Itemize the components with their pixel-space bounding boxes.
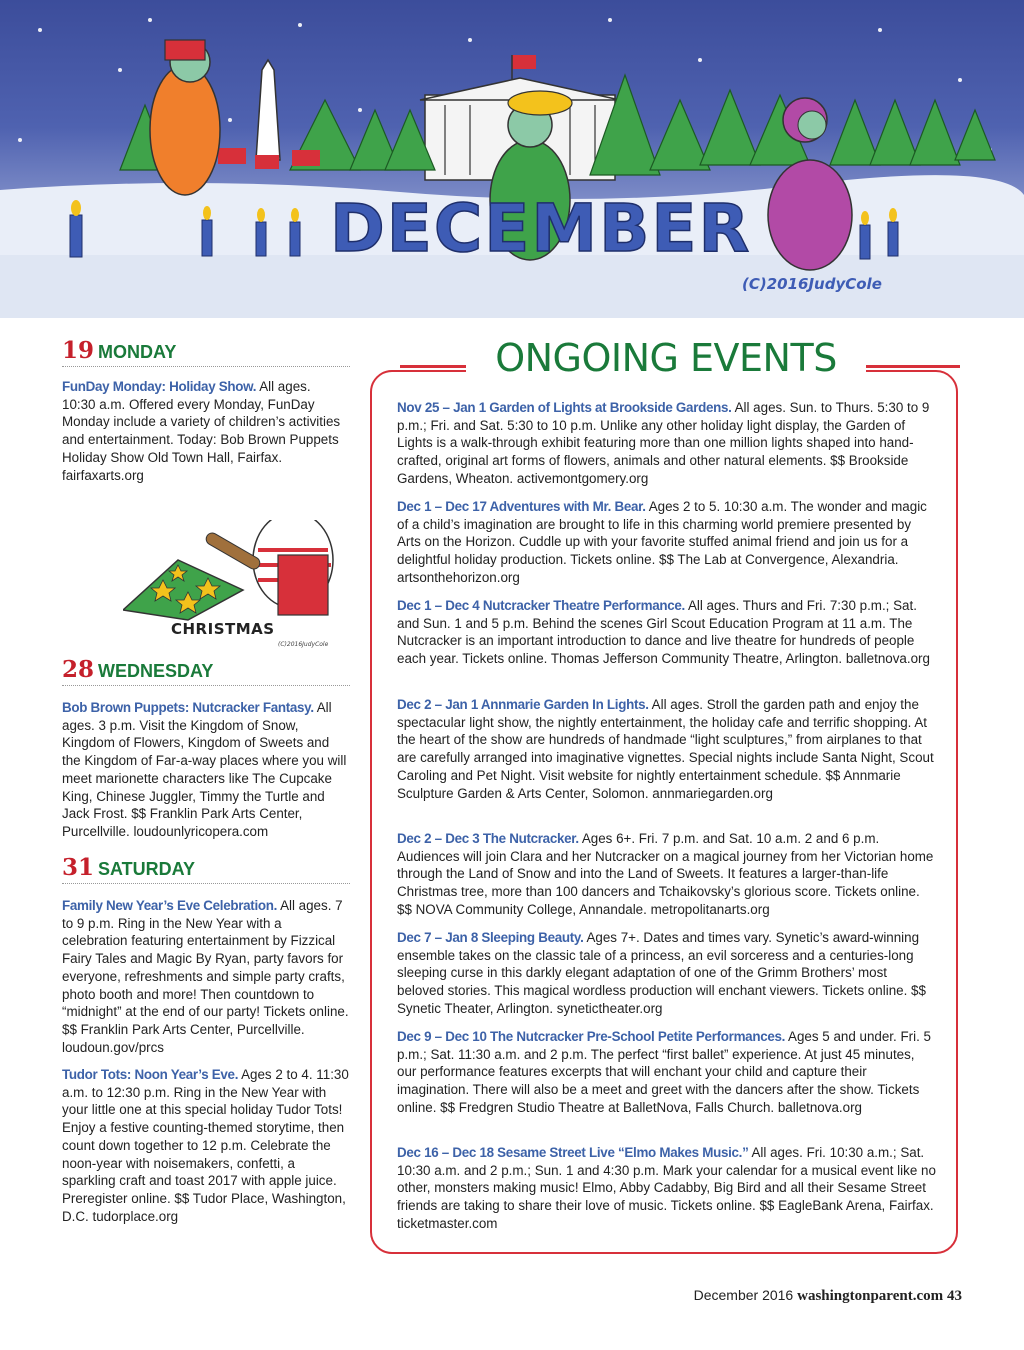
event-text: Ages 7+. Dates and times vary. Synetic’s award-winning ensemble takes on the classic tale of a princess, an evil sorceress and a centuries-long sleeping curse in this darkly elegant adaptation of one of the Grimm Brothers’ most beloved stories. This magical wordless production will enchant viewers. Tickets online. $$ Synetic Theater, Arlington. synetictheater.org — [397, 930, 926, 1016]
event-text: Ages 2 to 5. 10:30 a.m. The wonder and magic of a child’s imagination are brought to life in this charming world premiere presented by Arts on the Horizon. Cuddle up with your favorite stuffed animal friend and join us for a delightful holiday production. Tickets online. $$ The Lab at Convergence, Alexandria. artsonthehorizon.org — [397, 499, 927, 585]
ongoing-event — [397, 830, 937, 919]
day-heading-19 — [62, 337, 350, 367]
event-title: Dec 2 – Jan 1 Annmarie Garden In Lights. — [397, 697, 649, 712]
event-text: All ages. 7 to 9 p.m. Ring in the New Year with a celebration featuring entertainment by Fizzical Fairy Tales and Magic By Ryan, party favors for everyone, refreshments and simple party crafts, photo booth and more! Then countdown to “midnight” at the end of our party! Tickets online. $$ Franklin Park Arts Center, Purcellville. loudoun.gov/prcs — [62, 898, 349, 1055]
day-number: 31 — [62, 854, 95, 881]
event-entry — [62, 1066, 350, 1225]
event-text: Ages 2 to 4. 11:30 a.m. to 12:30 p.m. Ring in the New Year with your little one at this special holiday Tudor Tots! Enjoy a festive counting-themed storytime, then count down together to 12 p.m. Celebrate the noon-year with noisemakers, confetti, a sparkling craft and toast 2017 with apple juice. Preregister online. $$ Tudor Place, Washington, D.C. tudorplace.org — [62, 1067, 349, 1224]
ongoing-event — [397, 1144, 937, 1233]
day-name: SATURDAY — [98, 859, 196, 879]
event-title: Dec 9 – Dec 10 The Nutcracker Pre-School Petite Performances. — [397, 1029, 786, 1044]
ongoing-event — [397, 597, 937, 668]
event-text: Ages 5 and under. Fri. 5 p.m.; Sat. 11:30 a.m. and 2 p.m. The perfect “first ballet” experience. At just 45 minutes, our performance features excerpts that will enchant your child and capture their imagination. There will also be a meet and greet with the dancers after the show. Tickets online. $$ Fredgren Studio Theatre at BalletNova, Falls Church. balletnova.org — [397, 1029, 931, 1115]
event-text: All ages. Stroll the garden path and enjoy the spectacular light show, the nightly entertainment, the holiday cafe and terrific shopping. At the heart of the show are hundreds of handmade “light sculptures,” from airplanes to that are carefully arranged into imaginative vignettes. Special nights include Santa Night, Scout Caroling and Pet Night. Visit website for nightly entertainment schedule. $$ Annmarie Sculpture Garden & Arts Center, Solomon. annmariegarden.org — [397, 697, 934, 801]
event-text: Ages 6+. Fri. 7 p.m. and Sat. 10 a.m. 2 and 6 p.m. Audiences will join Clara and her Nutcracker on a magical journey from her Victorian home through the Land of Snow and into the Land of Sweets. It features a larger-than-life Christmas tree, more than 100 dancers and Tchaikovsky’s glorious score. Tickets online. $$ NOVA Community College, Annandale. metropolitanarts.org — [397, 831, 934, 917]
event-entry — [62, 378, 347, 484]
day-heading-31 — [62, 854, 350, 884]
footer-page-number: 43 — [947, 1288, 962, 1304]
event-title: Dec 16 – Dec 18 Sesame Street Live “Elmo Makes Music.” — [397, 1145, 749, 1160]
day-number: 28 — [62, 656, 95, 683]
event-text: All ages. 10:30 a.m. Offered every Monday, FunDay Monday include a variety of children’s activities and entertainment. Today: Bob Brown Puppets Holiday Show Old Town Hall, Fairfax. fairfaxarts.org — [62, 379, 341, 483]
event-title: Dec 7 – Jan 8 Sleeping Beauty. — [397, 930, 584, 945]
event-title: Family New Year’s Eve Celebration. — [62, 898, 278, 913]
ongoing-event — [397, 498, 937, 587]
event-entry — [62, 699, 350, 841]
day-name: WEDNESDAY — [98, 661, 214, 681]
banner-title: DECEMBER — [330, 190, 752, 267]
footer-issue: December 2016 — [693, 1287, 794, 1303]
day-name: MONDAY — [98, 342, 177, 362]
event-text: All ages. Sun. to Thurs. 5:30 to 9 p.m.; Fri. and Sat. 5:30 to 10 p.m. Unlike any other holiday light display, the Garden of Lights is a walk-through exhibit featuring more than one million lights shaped into hand-crafted, original art forms of flowers, animals and other natural elements. $$ Brookside Gardens, Wheaton. activemontgomery.org — [397, 400, 930, 486]
footer-site: washingtonparent.com — [797, 1288, 944, 1304]
event-entry — [62, 897, 350, 1056]
ongoing-events-heading: ONGOING EVENTS — [466, 330, 866, 386]
heading-rule-left — [400, 365, 470, 368]
event-title: Nov 25 – Jan 1 Garden of Lights at Brookside Gardens. — [397, 400, 732, 415]
heading-rule-right — [860, 365, 960, 368]
ongoing-event — [397, 696, 937, 802]
event-text: All ages. Thurs and Fri. 7:30 p.m.; Sat. and Sun. 1 and 5 p.m. Behind the scenes Girl Scout Education Program at 11 a.m. The Nutcracker is an important introduction to dance and live theatre for hundreds of people each year. Tickets online. Thomas Jefferson Community Theatre, Arlington. balletnova.org — [397, 598, 930, 667]
ongoing-event — [397, 1028, 937, 1117]
event-text: All ages. 3 p.m. Visit the Kingdom of Snow, Kingdom of Flowers, Kingdom of Sweets and the Kingdom of Far-a-way places where you will meet marionette characters like The Cupcake King, Chinese Juggler, Timmy the Turtle and Jack Frost. $$ Franklin Park Arts Center, Purcellville. loudounlyricopera.com — [62, 700, 347, 839]
winter-scene-illustration — [0, 0, 1024, 318]
event-title: FunDay Monday: Holiday Show. — [62, 379, 257, 394]
event-title: Bob Brown Puppets: Nutcracker Fantasy. — [62, 700, 314, 715]
event-title: Dec 1 – Dec 17 Adventures with Mr. Bear. — [397, 499, 646, 514]
illustration-caption: CHRISTMAS — [171, 620, 275, 638]
ongoing-event — [397, 929, 937, 1018]
ongoing-event — [397, 399, 937, 488]
page-footer — [694, 1287, 962, 1305]
event-title: Dec 1 – Dec 4 Nutcracker Theatre Performance. — [397, 598, 685, 613]
event-title: Dec 2 – Dec 3 The Nutcracker. — [397, 831, 579, 846]
banner-copyright: (C)2016JudyCole — [742, 275, 882, 293]
illustration-credit: (C)2016JudyCole — [278, 641, 329, 648]
header-illustration — [0, 0, 1024, 318]
day-number: 19 — [62, 337, 95, 364]
event-title: Tudor Tots: Noon Year’s Eve. — [62, 1067, 239, 1082]
day-heading-28 — [62, 656, 350, 686]
event-text: All ages. Fri. 10:30 a.m.; Sat. 10:30 a.m. and 2 p.m.; Sun. 1 and 4:30 p.m. Mark your calendar for a musical event like no other, monsters making music! Elmo, Abby Cadabby, Big Bird and all their Sesame Street friends are taking to share their love of music. Tickets online. $$ EagleBank Arena, Fairfax. ticketmaster.com — [397, 1145, 936, 1231]
christmas-illustration — [123, 520, 353, 650]
